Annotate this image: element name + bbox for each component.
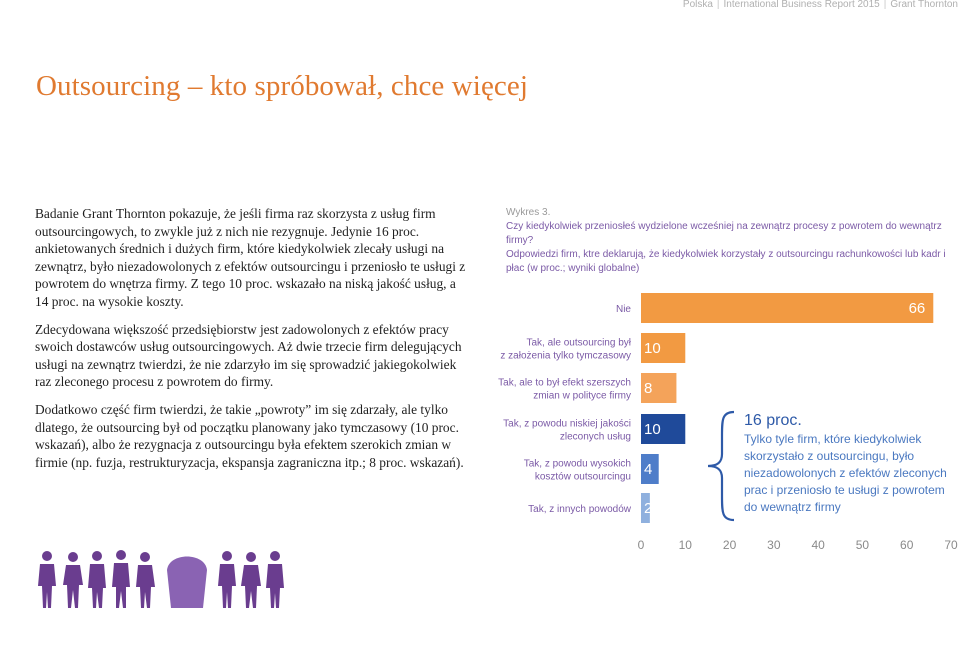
chart-tick-label: 10 [678,538,692,552]
chart-tick-label: 70 [944,538,958,552]
report-header [683,0,959,12]
chart-tick-label: 30 [767,538,781,552]
header-report-name: International Business Report 2015 [723,0,880,10]
article-paragraph: Dodatkowo część firm twierdzi, że takie „powroty” im się zdarzały, ale tylko dlatego, że outsourcing był od początku planowany jako tymczasowy (10 proc. wskazań), albo że rezygnacja z outsourcingu była efektem szerokich zmian w firmie (np. fuzja, restrukturyzacja, ekspansja zagraniczna itp.; 8 proc. wskazań). [35,401,464,470]
page-title: Outsourcing – kto spróbował, chce więcej [36,70,529,102]
header-separator: | [716,0,720,10]
curly-brace [700,410,740,522]
people-illustration [35,548,285,610]
chart-data-label: 10 [644,421,661,438]
figure-question: Czy kiedykolwiek przeniosłeś wydzielone wcześniej na zewnątrz procesy z powrotem do wewnątrz firmy? [506,221,942,246]
figure-label: Wykres 3. [506,207,551,218]
chart-bar [641,293,933,323]
chart-category-label: Tak, z powodu niskiej jakości zleconych usług [503,418,631,443]
chart-category-label: Tak, z innych powodów [528,504,631,515]
people-silhouettes [38,550,284,608]
chart-data-label: 10 [644,340,661,357]
article-paragraph: Badanie Grant Thornton pokazuje, że jeśli firma raz skorzysta z usług firm outsourcingowych, to zwykle już z nich nie rezygnuje. Jedynie 16 proc. ankietowanych średnich i dużych firm, które kiedykolwiek zlecały usługi na zewnątrz, było niezadowolonych z efektów outsourcingu i przeniosło te usługi z powrotem do wnętrza firmy. Z tego 10 proc. wskazało na niską jakość usług, a 14 proc. na wysokie koszty. [35,206,466,309]
article-paragraph: Zdecydowana większość przedsiębiorstw jest zadowolonych z efektów pracy swoich dostawców usług outsourcingowych. Aż dwie trzecie firm delegujących usługi na zewnątrz twierdzi, że nie zdarzyło im się sprowadzić jakiegokolwiek raz zleconego procesu z powrotem do firmy. [35,321,462,390]
chart-data-label: 4 [644,461,653,478]
figure-header [506,206,956,276]
chart-data-label: 8 [644,380,653,397]
header-company: Grant Thornton [890,0,958,10]
callout [744,412,954,516]
chart-category-label: Nie [615,304,631,315]
chart-data-label: 2 [644,500,653,517]
chart-tick-label: 40 [811,538,825,552]
figure-note: Odpowiedzi firm, ktre deklarują, że kiedykolwiek korzystały z outsourcingu rachunkowości lub kadr i płac (w proc.; wyniki globalne) [506,249,946,274]
chart-tick-label: 50 [855,538,870,552]
header-separator: | [883,0,887,10]
chart-data-label: 66 [908,300,926,317]
chart-tick-label: 0 [637,538,645,552]
callout-text: Tylko tyle firm, które kiedykolwiek skorzystało z outsourcingu, było niezadowolonych z efektów zleconych prac i przeniosło te usługi z powrotem do wewnątrz firmy [744,432,947,514]
header-country: Polska [682,0,713,10]
article-body [35,205,467,481]
chart-category-label: Tak, z powodu wysokich kosztów outsourcingu [523,458,631,483]
chart-tick-label: 60 [900,538,914,552]
chart-category-label: Tak, ale to był efekt szerszych zmian w polityce firmy [498,377,631,402]
chart-category-label: Tak, ale outsourcing był z założenia tylko tymczasowy [500,337,631,362]
chart-tick-label: 20 [722,538,737,552]
callout-value: 16 proc. [744,412,802,429]
